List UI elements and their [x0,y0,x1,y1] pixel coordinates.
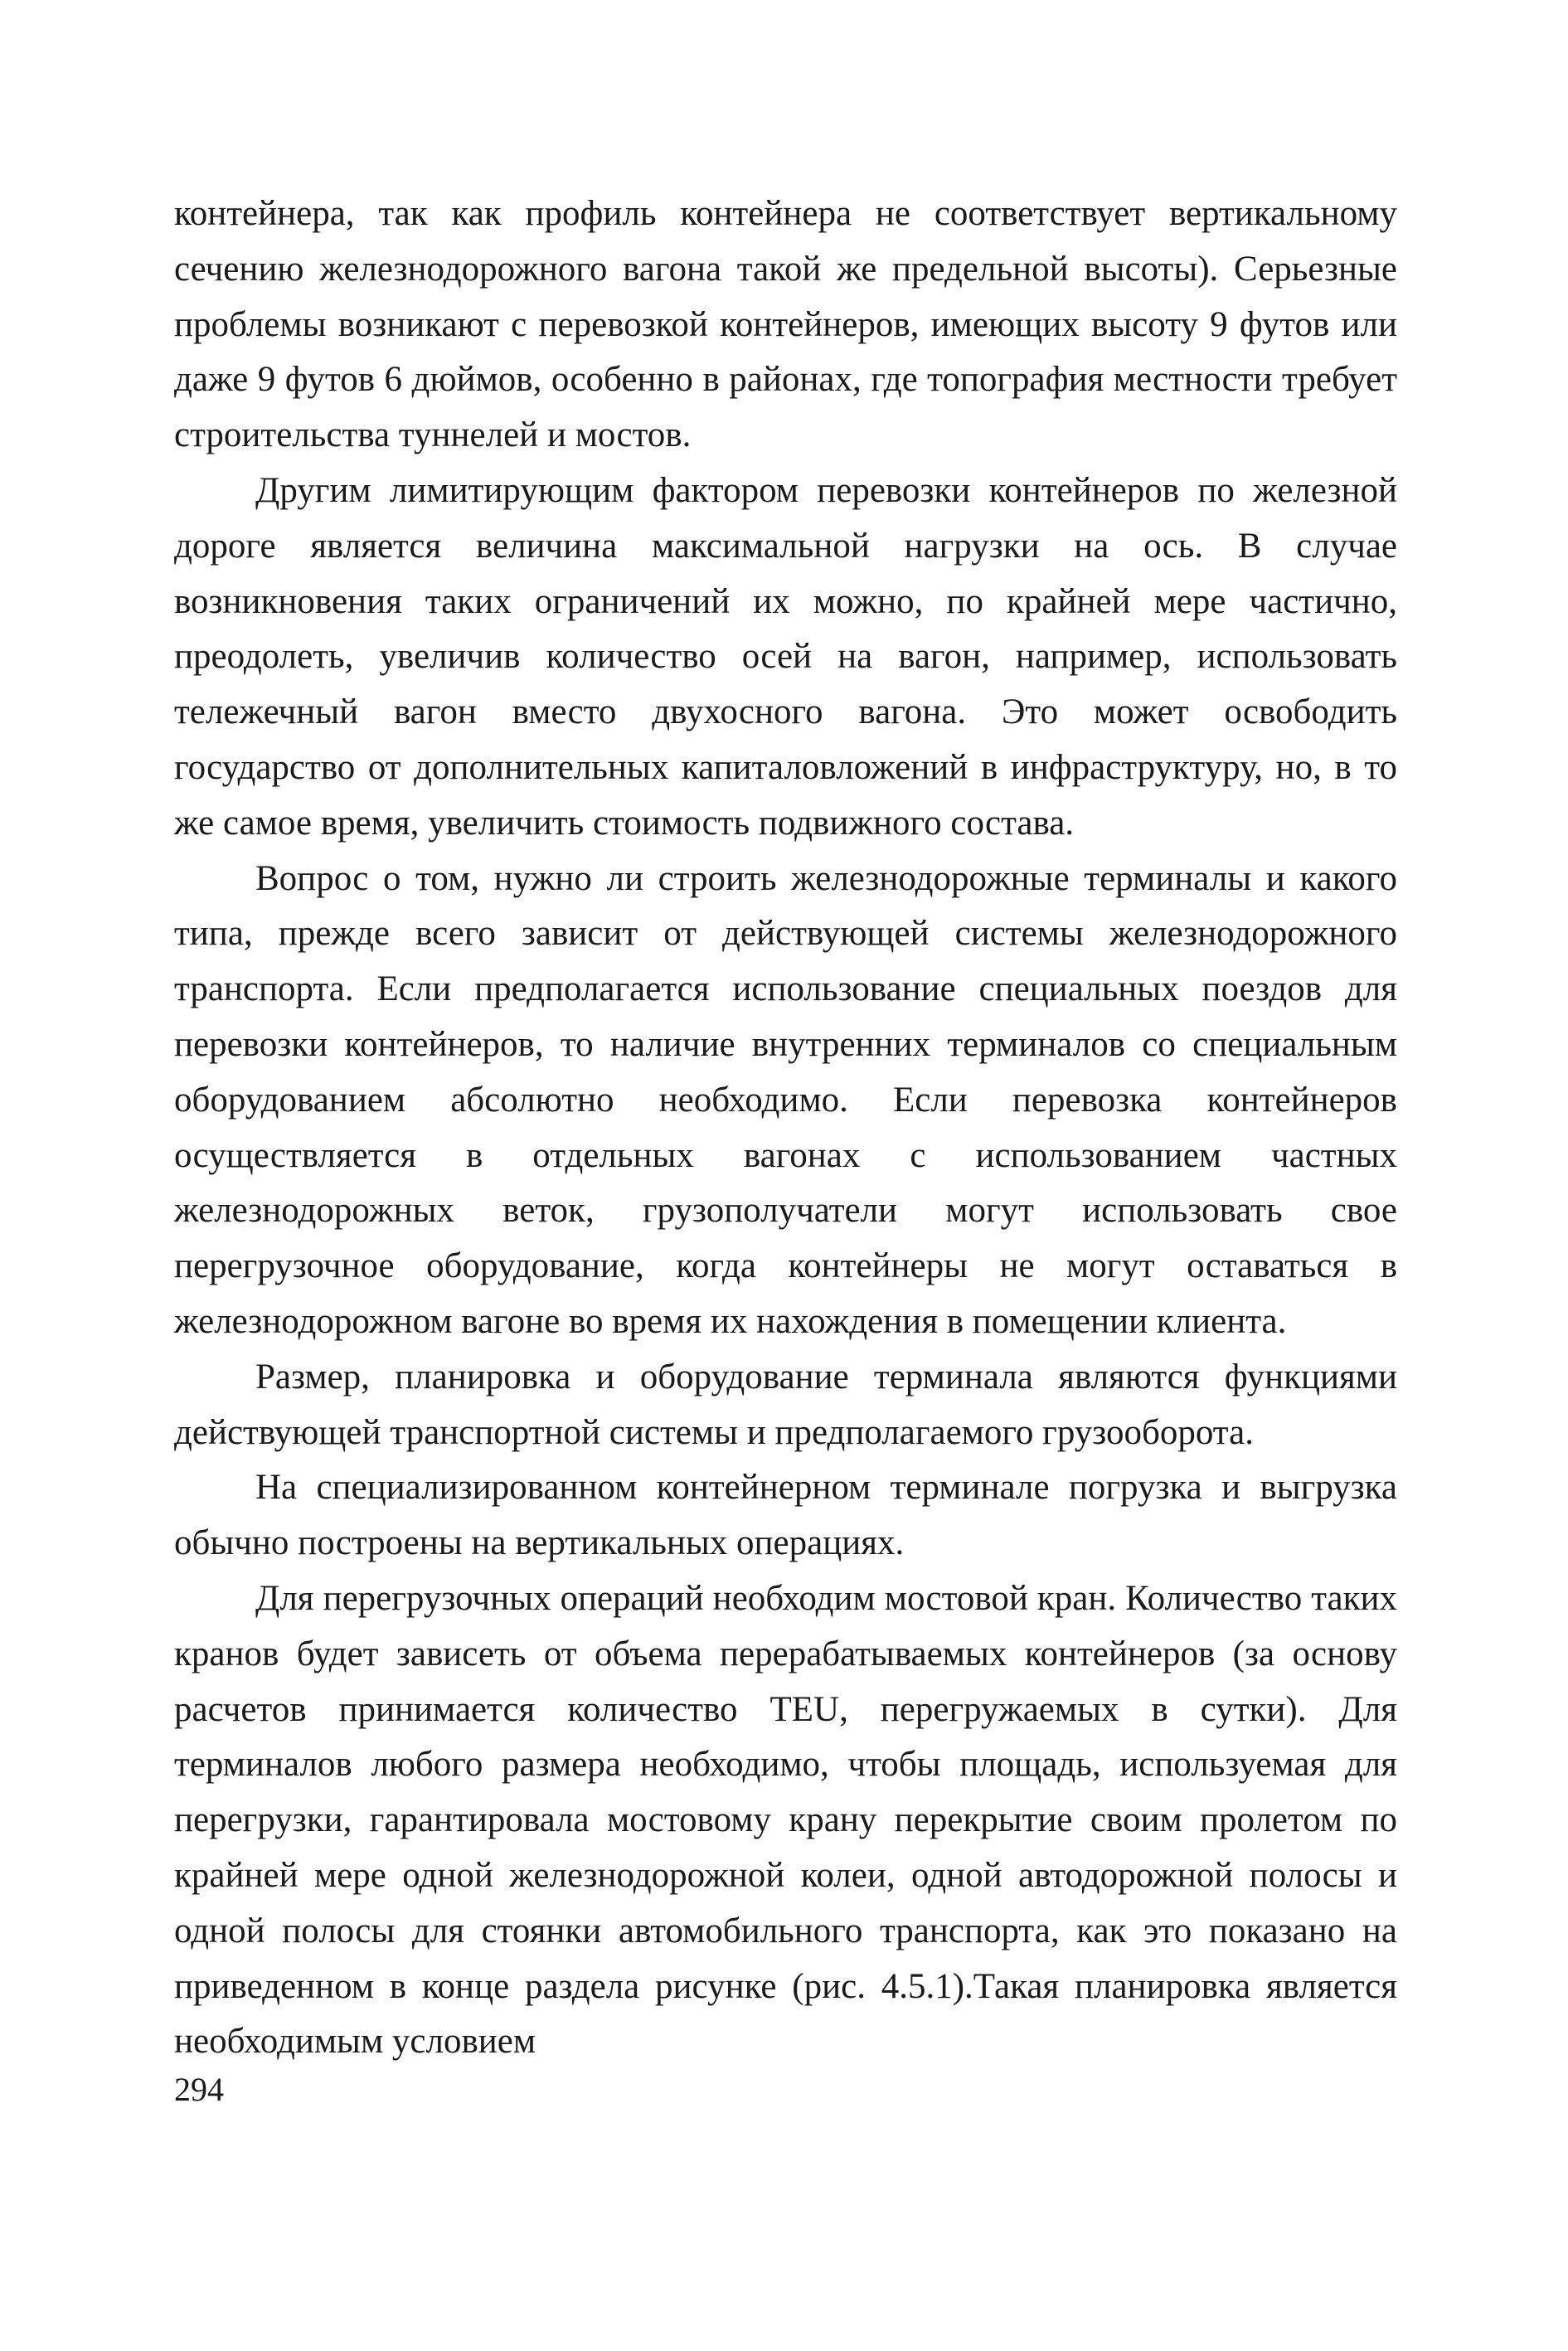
body-text [174,187,1397,2070]
paragraph-1: контейнера, так как профиль контейнера не соответствует вертикальному сечению железнодорожного вагона такой же предельной высоты). Серьезные проблемы возникают с перевозкой контейнеров, имеющих высоту 9 футов или даже 9 футов 6 дюймов, особенно в районах, где топография местности требует строительства туннелей и мостов. [174,194,1397,455]
paragraph-2: Другим лимитирующим фактором перевозки контейнеров по железной дороге является величина максимальной нагрузки на ось. В случае возникновения таких ограничений их можно, по крайней мере частично, преодолеть, увеличив количество осей на вагон, например, использовать тележечный вагон вместо двухосного вагона. Это может освободить государство от дополнительных капиталовложений в инфраструктуру, но, в то же самое время, увеличить стоимость подвижного состава. [174,470,1397,843]
paragraph-4: Размер, планировка и оборудование терминала являются функциями действующей транспортной системы и предполагаемого грузооборота. [174,1357,1397,1452]
paragraph-5: На специализированном контейнерном терминале погрузка и выгрузка обычно построены на вертикальных операциях. [174,1468,1397,1563]
paragraph-3: Вопрос о том, нужно ли строить железнодорожные терминалы и какого типа, прежде всего зависит от действующей системы железнодорожного транспорта. Если предполагается использование специальных поездов для перевозки контейнеров, то наличие внутренних терминалов со специальным оборудованием абсолютно необходимо. Если перевозка контейнеров осуществляется в отдельных вагонах с использованием частных железнодорожных веток, грузополучатели могут использовать свое перегрузочное оборудование, когда контейнеры не могут оставаться в железнодорожном вагоне во время их нахождения в помещении клиента. [174,858,1397,1341]
paragraph-6: Для перегрузочных операций необходим мостовой кран. Количество таких кранов будет зависеть от объема перерабатываемых контейнеров (за основу расчетов принимается количество TEU, перегружаемых в сутки). Для терминалов любого размера необходимо, чтобы площадь, используемая для перегрузки, гарантировала мостовому крану перекрытие своим пролетом по крайней мере одной железнодорожной колеи, одной автодорожной полосы и одной полосы для стоянки автомобильного транспорта, как это показано на приведенном в конце раздела рисунке (рис. 4.5.1).Такая планировка является необходимым условием [174,1578,1397,2062]
page-number: 294 [174,2071,224,2108]
